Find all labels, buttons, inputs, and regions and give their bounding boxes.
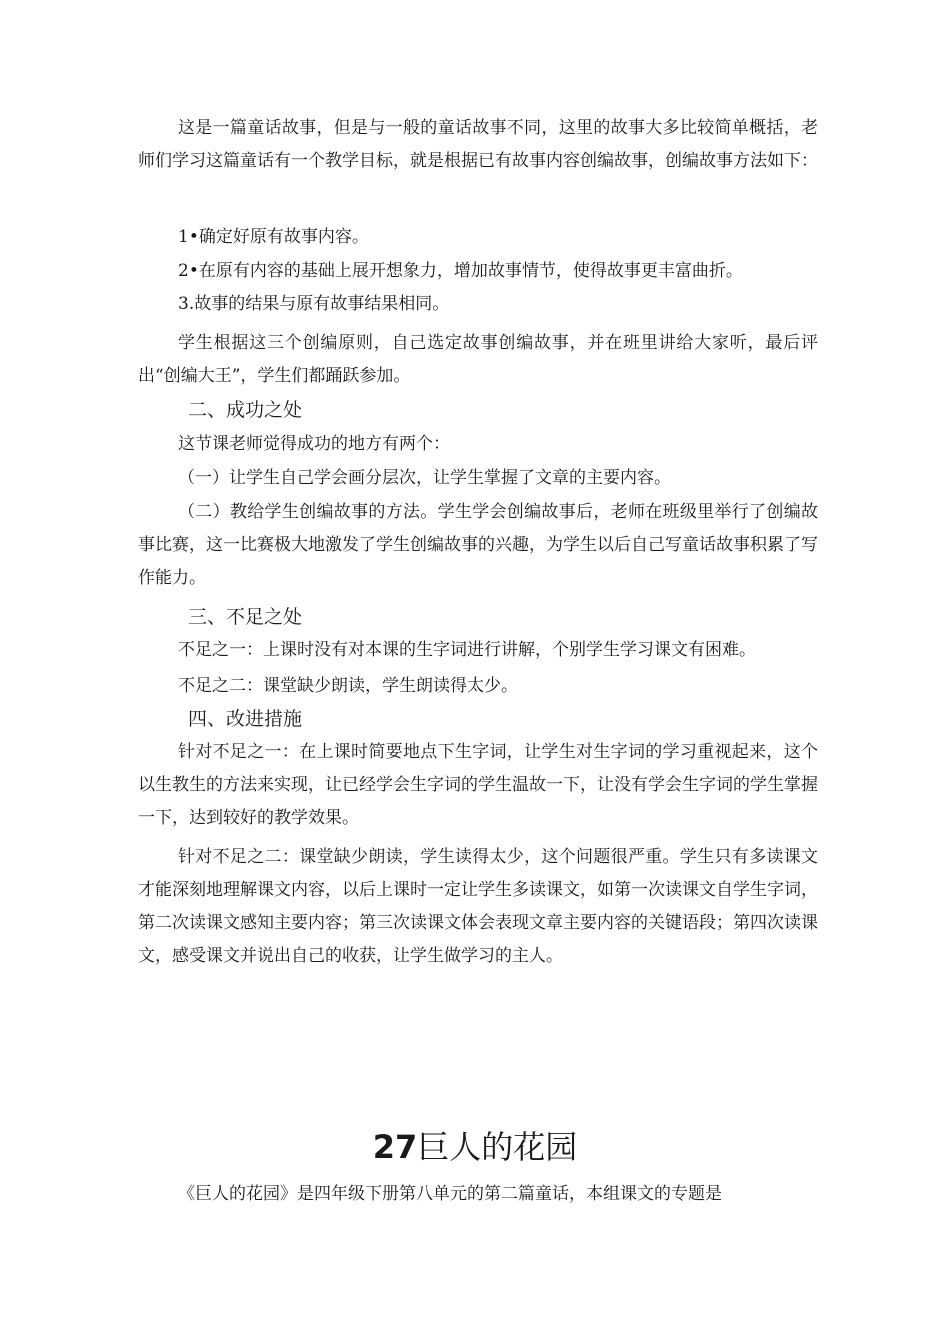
lesson-number: 27 [372,1128,418,1166]
method-item-2: 2•在原有内容的基础上展开想象力，增加故事情节，使得故事更丰富曲折。 [178,261,743,281]
improvement-paragraph-2: 针对不足之二：课堂缺少朗读，学生读得太少，这个问题很严重。学生只有多读课文才能深刻地理解课文内容，以后上课时一定让学生多读课文，如第一次读课文自学生字词，第二次读课文感知主要内容；第三次读课文体会表现文章主要内容的关键语段；第四次读课文，感受课文并说出自己的收获，让学生做学习的主人。 [138,847,818,966]
section-heading-success: 二、成功之处 [188,399,303,421]
activity-paragraph: 学生根据这三个创编原则，自己选定故事创编故事，并在班里讲给大家听，最后评出“创编大王”，学生们都踊跃参加。 [138,333,818,386]
section-heading-improvements: 四、改进措施 [188,708,303,730]
lesson-title [0,1125,950,1169]
method-item-1: 1•确定好原有故事内容。 [178,227,369,247]
shortcoming-2: 不足之二：课堂缺少朗读，学生朗读得太少。 [178,676,518,696]
method-item-3: 3.故事的结果与原有故事结果相同。 [178,294,450,314]
lesson-intro-paragraph: 《巨人的花园》是四年级下册第八单元的第二篇童话，本组课文的专题是 [178,1184,722,1204]
success-lead: 这节课老师觉得成功的地方有两个： [178,434,450,454]
intro-paragraph: 这是一篇童话故事，但是与一般的童话故事不同，这里的故事大多比较简单概括，老师们学习这篇童话有一个教学目标，就是根据已有故事内容创编故事，创编故事方法如下： [138,118,818,171]
improvement-paragraph-1: 针对不足之一：在上课时简要地点下生字词，让学生对生字词的学习重视起来，这个以生教生的方法来实现，让已经学会生字词的学生温故一下，让没有学会生字词的学生掌握一下，达到较好的教学效果。 [138,742,818,828]
section-heading-shortcomings: 三、不足之处 [188,606,303,628]
success-point-2: （二）教给学生创编故事的方法。学生学会创编故事后，老师在班级里举行了创编故事比赛，这一比赛极大地激发了学生创编故事的兴趣，为学生以后自己写童话故事积累了写作能力。 [138,502,818,588]
success-point-1: （一）让学生自己学会画分层次，让学生掌握了文章的主要内容。 [178,468,671,488]
lesson-title-text: 巨人的花园 [417,1128,578,1166]
shortcoming-1: 不足之一：上课时没有对本课的生字词进行讲解，个别学生学习课文有困难。 [178,640,756,660]
